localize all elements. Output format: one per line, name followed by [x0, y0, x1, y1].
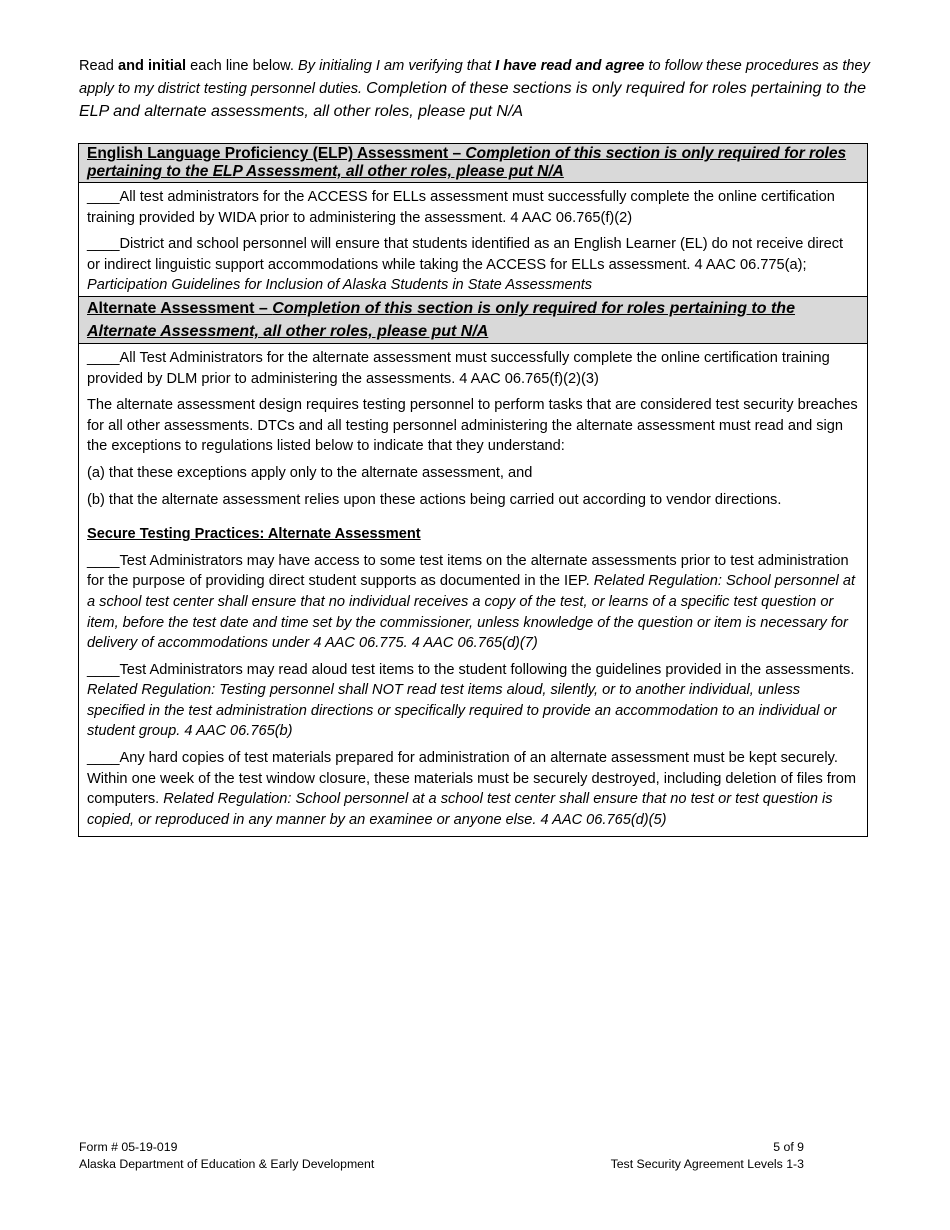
alternate-point-b: (b) that the alternate assessment relies upon these actions being carried out according to vendor directions.	[87, 491, 782, 508]
department-name: Alaska Department of Education & Early Development	[79, 1157, 375, 1171]
alternate-paragraph: The alternate assessment design requires testing personnel to perform tasks that are considered test security breaches for all other assessments. DTCs and all testing personnel administering the alternate assessment must read and sign the exceptions to regulations listed below to indicate that they understand:	[87, 397, 858, 455]
secure-testing-item-2	[87, 660, 859, 742]
secure-testing-item-1-regulation: Related Regulation: School personnel at a school test center shall ensure that no individual receives a copy of the test, or learns of a specific test question or item, before the test date and time set by the commissioner, unless knowledge of the question or item is necessary for delivery of accommodations under 4 AAC 06.775. 4 AAC 06.765(d)(7)	[87, 573, 856, 652]
intro-text: Read	[79, 58, 118, 74]
elp-header-note: Completion of this section is only required for roles pertaining to the ELP Assessment, all other roles, please put N/A	[87, 145, 847, 180]
intro-italic-2: to follow these procedures as they apply to my district testing personnel duties.	[79, 58, 870, 97]
secure-testing-item-2-text: ____Test Administrators may read aloud test items to the student following the guidelines provided in the assessments.	[87, 661, 855, 678]
intro-bold: and initial	[117, 58, 187, 74]
elp-item-2-text: ____District and school personnel will ensure that students identified as an English Learner (EL) do not receive direct or indirect linguistic support accommodations while taking the ACCESS for ELLs assessment. 4 AAC 06.775(a);	[87, 236, 844, 273]
secure-testing-heading: Secure Testing Practices: Alternate Assessment	[87, 526, 421, 543]
intro-text-2: each line below.	[186, 58, 299, 74]
alternate-header-title: Alternate Assessment –	[87, 299, 273, 317]
elp-section-body	[79, 183, 867, 296]
intro-italic: By initialing I am verifying that	[298, 58, 496, 74]
secure-testing-item-3-regulation: Related Regulation: School personnel at a school test center shall ensure that no test or test question is copied, or reproduced in any manner by an examinee or anyone else. 4 AAC 06.765(d)(5)	[87, 791, 833, 828]
elp-item-1: ____All test administrators for the ACCESS for ELLs assessment must successfully complete the online certification training provided by WIDA prior to administering the assessment. 4 AAC 06.765(f)(2)	[87, 189, 835, 226]
alternate-section-header	[79, 296, 867, 344]
footer-right	[611, 1139, 804, 1173]
secure-testing-item-1-text: ____Test Administrators may have access to some test items on the alternate assessments prior to test administration for the purpose of providing direct student supports as documented in the IEP.	[87, 552, 849, 590]
secure-testing-item-3	[87, 748, 859, 830]
intro-bold-italic: I have read and agree	[495, 58, 645, 74]
form-number: Form # 05-19-019	[79, 1140, 178, 1154]
intro-completion-note: Completion of these sections is only required for roles pertaining to the ELP and alternate assessments, all other roles, please put N/A	[79, 79, 866, 120]
alternate-point-a: (a) that these exceptions apply only to the alternate assessment, and	[87, 464, 533, 481]
agreement-table	[78, 143, 868, 837]
secure-testing-item-1	[87, 551, 859, 654]
secure-testing-item-3-text: ____Any hard copies of test materials prepared for administration of an alternate assessment must be kept securely. Within one week of the test window closure, these materials must be securely destroyed, including deletion of files from computers.	[87, 750, 856, 808]
elp-item-2	[87, 234, 859, 296]
elp-section-header	[79, 144, 867, 183]
elp-item-2-italic: Participation Guidelines for Inclusion of Alaska Students in State Assessments	[87, 277, 593, 294]
secure-testing-item-2-regulation: Related Regulation: Testing personnel shall NOT read test items aloud, silently, or to another individual, unless specified in the test administration directions or specifically required to provide an accommodation to an individual or student group. 4 AAC 06.765(b)	[87, 682, 837, 740]
alternate-section-body	[79, 344, 867, 830]
document-title: Test Security Agreement Levels 1-3	[610, 1157, 804, 1171]
alternate-item-1: ____All Test Administrators for the alternate assessment must successfully complete the online certification training provided by DLM prior to administering the assessments. 4 AAC 06.765(f)(2)(3)	[87, 349, 830, 387]
alternate-header-note: Completion of this section is only required for roles pertaining to the Alternate Assessment, all other roles, please put N/A	[87, 299, 795, 340]
footer-left	[79, 1139, 374, 1173]
intro-paragraph	[79, 56, 874, 123]
elp-header-title: English Language Proficiency (ELP) Assessment –	[87, 145, 466, 162]
page-number: 5 of 9	[773, 1140, 804, 1154]
